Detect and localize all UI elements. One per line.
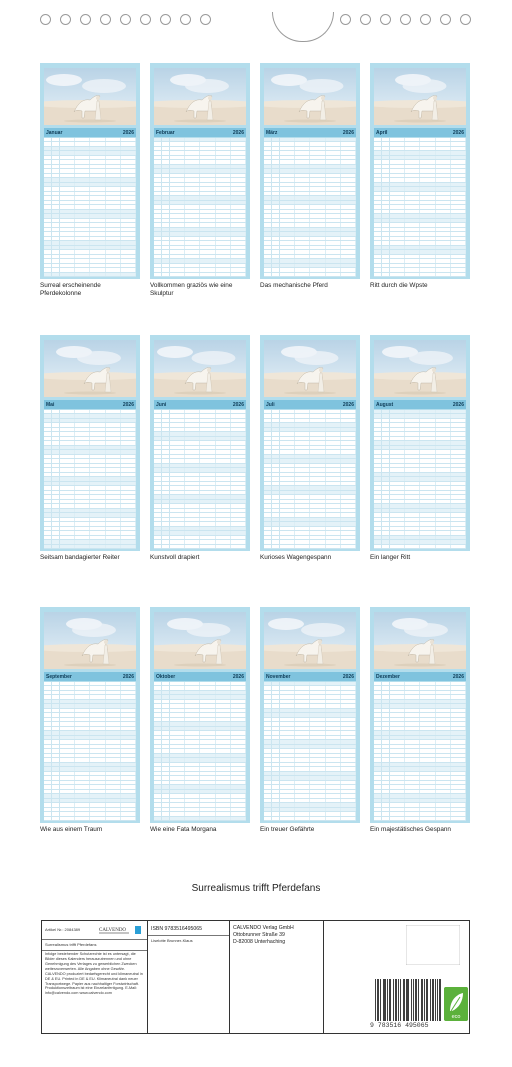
qr-placeholder-icon (406, 925, 460, 965)
month-frame (370, 335, 470, 551)
day-row (44, 273, 136, 277)
month-frame (150, 63, 250, 279)
month-header (44, 672, 136, 681)
month-year: 2026 (232, 401, 244, 408)
planner-grid (374, 682, 466, 821)
isbn-column (148, 921, 230, 1033)
binding-hole (460, 14, 471, 25)
day-row (154, 817, 246, 821)
day-row (374, 545, 466, 549)
day-row (374, 817, 466, 821)
month-page-4 (370, 63, 470, 290)
month-caption: Ein majestätisches Gespann (370, 826, 451, 833)
binding-hole (160, 14, 171, 25)
calvendo-logo (97, 925, 145, 935)
month-photo (154, 612, 246, 669)
month-page-11 (260, 607, 360, 834)
product-title: Surrealismus trifft Pferdefans (45, 942, 97, 947)
month-year: 2026 (122, 129, 134, 136)
month-frame (370, 607, 470, 823)
day-row (44, 817, 136, 821)
month-frame (40, 335, 140, 551)
planner-grid (264, 138, 356, 277)
month-frame (260, 607, 360, 823)
svg-text:CALVENDO: CALVENDO (99, 928, 127, 933)
planner-grid (154, 138, 246, 277)
month-frame (260, 63, 360, 279)
publisher-column (230, 921, 324, 1033)
month-caption: Vollkommen graziös wie eine Skulptur (150, 282, 233, 297)
month-name: Mai (46, 401, 55, 408)
month-photo (44, 612, 136, 669)
day-row (374, 273, 466, 277)
eco-label: eco (451, 1014, 461, 1020)
month-header (374, 400, 466, 409)
month-photo (154, 340, 246, 397)
binding-hole (100, 14, 111, 25)
back-info-panel (41, 920, 470, 1034)
month-caption: Ritt durch die Wpste (370, 282, 428, 289)
month-year: 2026 (342, 673, 354, 680)
month-page-9 (40, 607, 140, 834)
day-row (264, 817, 356, 821)
legal-text: Infolge bestehender Schutzrechte ist es untersagt, die Bilder dieses Kalenders herauszutrennen und ohne Genehmigung des Verlages zu gewerblichen Zwecken weiterzuverwerten. Alle Angaben ohne Gewähr. CALVENDO produziert bedarfsgerecht und klimaneutral in DE & EU. Printed in DE & EU. Klimaneutral dank neuer Transportwege. Papier aus nachhaltiger Forstwirtschaft. Produktionszeitraum ist eine Einzelanfertigung. E-Mail: info@calvendo.com www.calvendo.com (45, 952, 143, 996)
planner-grid (154, 410, 246, 549)
month-page-5 (40, 335, 140, 562)
month-photo (44, 68, 136, 125)
month-caption: Wie aus einem Traum (40, 826, 103, 833)
month-header (154, 672, 246, 681)
hanger-cutout (272, 12, 334, 42)
publisher-city: D-82008 Unterhaching (233, 939, 286, 945)
month-name: Januar (46, 129, 63, 136)
binding-hole (180, 14, 191, 25)
month-name: März (266, 129, 278, 136)
month-page-1 (40, 63, 140, 298)
month-page-3 (260, 63, 360, 290)
month-grid (40, 63, 472, 879)
day-row (264, 545, 356, 549)
month-header (374, 672, 466, 681)
publisher-name: CALVENDO Verlag GmbH (233, 925, 294, 931)
binding-hole (80, 14, 91, 25)
month-row (40, 607, 472, 879)
day-row (154, 545, 246, 549)
planner-grid (264, 410, 356, 549)
month-page-2 (150, 63, 250, 298)
barcode-icon (374, 978, 442, 1022)
month-page-8 (370, 335, 470, 562)
month-photo (154, 68, 246, 125)
month-caption: Das mechanische Pferd (260, 282, 328, 289)
month-name: Dezember (376, 673, 400, 680)
month-year: 2026 (452, 401, 464, 408)
month-frame (150, 607, 250, 823)
month-frame (260, 335, 360, 551)
binding-hole (420, 14, 431, 25)
month-row (40, 63, 472, 335)
month-caption: Ein treuer Gefährte (260, 826, 315, 833)
barcode-column (324, 921, 470, 1033)
month-page-10 (150, 607, 250, 834)
month-header (264, 128, 356, 137)
month-header (154, 128, 246, 137)
month-name: August (376, 401, 394, 408)
publisher-street: Ottobrunner Straße 39 (233, 932, 285, 938)
planner-grid (44, 682, 136, 821)
month-year: 2026 (342, 401, 354, 408)
binding-hole (120, 14, 131, 25)
month-photo (374, 68, 466, 125)
month-photo (264, 68, 356, 125)
month-name: Oktober (156, 673, 176, 680)
binding-hole (200, 14, 211, 25)
day-row (264, 273, 356, 277)
month-photo (374, 340, 466, 397)
month-header (44, 400, 136, 409)
product-info-column (42, 921, 148, 1033)
month-caption: Seitsam bandagierter Reiter (40, 554, 120, 561)
planner-grid (44, 138, 136, 277)
month-year: 2026 (232, 673, 244, 680)
month-page-12 (370, 607, 470, 834)
month-name: Juli (266, 401, 275, 408)
day-row (154, 273, 246, 277)
planner-grid (374, 410, 466, 549)
binding (40, 14, 480, 34)
binding-hole (40, 14, 51, 25)
month-header (264, 672, 356, 681)
eco-leaf-icon (444, 987, 468, 1021)
planner-grid (264, 682, 356, 821)
month-header (44, 128, 136, 137)
calendar-title: Surrealismus trifft Pferdefans (191, 883, 321, 894)
binding-hole (340, 14, 351, 25)
month-frame (150, 335, 250, 551)
month-frame (370, 63, 470, 279)
month-year: 2026 (452, 129, 464, 136)
day-row (44, 545, 136, 549)
month-photo (264, 612, 356, 669)
barcode-number: 9 783516 495065 (370, 1022, 429, 1029)
binding-hole (380, 14, 391, 25)
month-name: April (376, 129, 388, 136)
binding-hole (440, 14, 451, 25)
month-row (40, 335, 472, 607)
planner-grid (374, 138, 466, 277)
month-year: 2026 (122, 401, 134, 408)
binding-hole (60, 14, 71, 25)
binding-hole (140, 14, 151, 25)
month-page-6 (150, 335, 250, 562)
isbn: ISBN 9783516495065 (151, 926, 203, 932)
month-year: 2026 (452, 673, 464, 680)
month-name: Juni (156, 401, 167, 408)
binding-hole (400, 14, 411, 25)
month-caption: Kurioses Wagengespann (260, 554, 332, 561)
month-caption: Wie eine Fata Morgana (150, 826, 217, 833)
month-caption: Kunstvoll drapiert (150, 554, 200, 561)
month-name: Februar (156, 129, 175, 136)
binding-hole (360, 14, 371, 25)
month-photo (44, 340, 136, 397)
month-year: 2026 (232, 129, 244, 136)
month-name: November (266, 673, 291, 680)
month-year: 2026 (122, 673, 134, 680)
month-header (264, 400, 356, 409)
article-number: Artikel Nr.: 2084389 (45, 927, 81, 932)
month-caption: Surreal erscheinende Pferdekolonne (40, 282, 101, 297)
planner-grid (154, 682, 246, 821)
month-photo (264, 340, 356, 397)
month-photo (374, 612, 466, 669)
month-header (154, 400, 246, 409)
month-page-7 (260, 335, 360, 562)
month-caption: Ein langer Ritt (370, 554, 411, 561)
month-year: 2026 (342, 129, 354, 136)
month-name: September (46, 673, 72, 680)
month-header (374, 128, 466, 137)
month-frame (40, 63, 140, 279)
planner-grid (44, 410, 136, 549)
month-frame (40, 607, 140, 823)
author: Liselotte Brunner-Klaus (151, 938, 193, 943)
